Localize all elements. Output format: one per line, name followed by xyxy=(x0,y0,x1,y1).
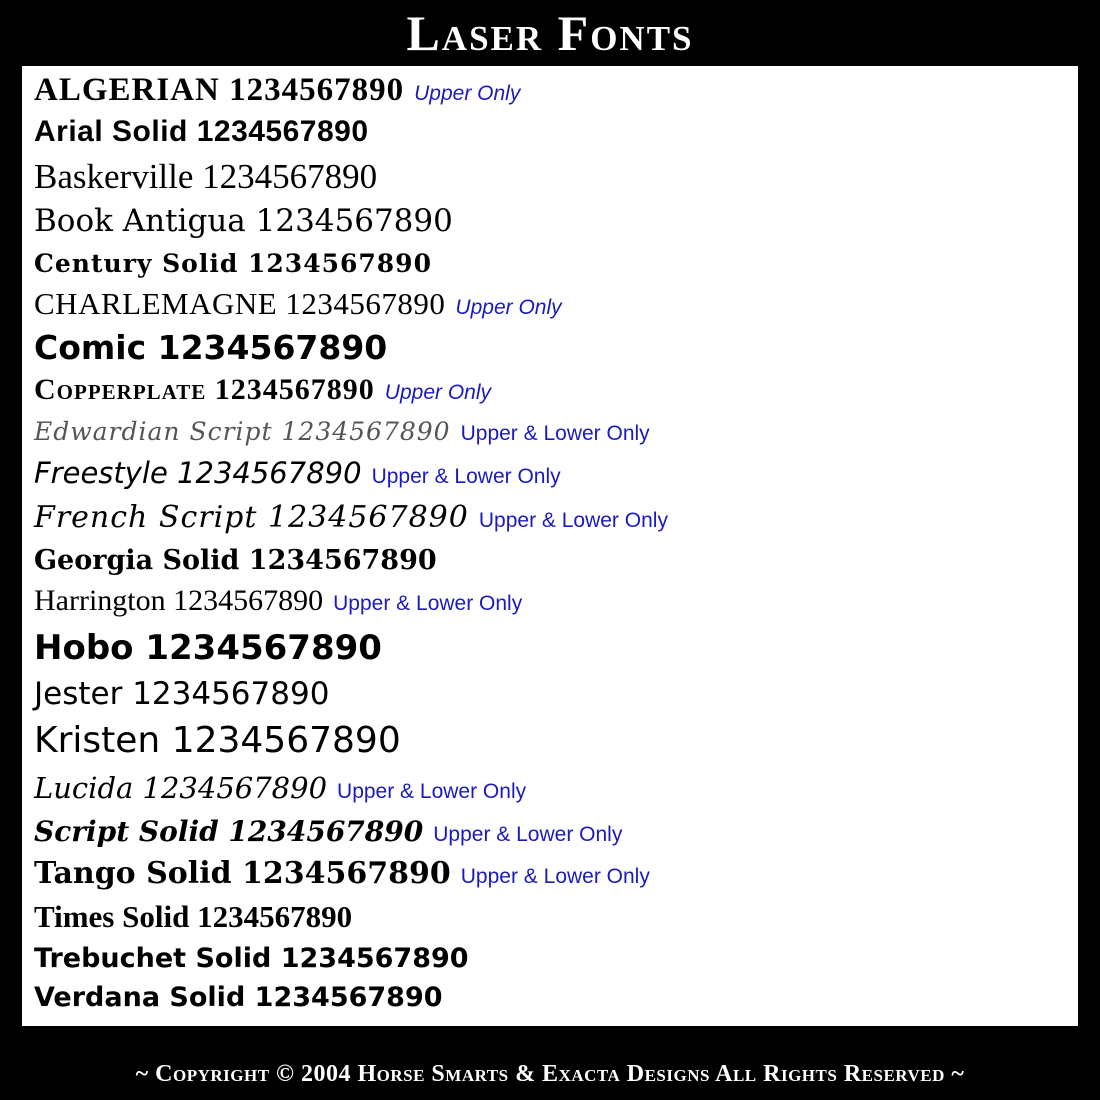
copyright-footer: ~ Copyright © 2004 Horse Smarts & Exacta Designs All Rights Reserved ~ xyxy=(135,1061,965,1087)
font-row xyxy=(22,72,1078,109)
font-sample: Verdana Solid 1234567890 xyxy=(34,982,443,1013)
font-note: Upper Only xyxy=(455,296,562,319)
font-row xyxy=(22,286,1078,322)
font-row xyxy=(22,584,1078,618)
font-sample: Jester 1234567890 xyxy=(34,676,330,712)
font-row xyxy=(22,856,1078,891)
font-sample: Kristen 1234567890 xyxy=(34,720,401,761)
font-row xyxy=(22,815,1078,848)
font-sample: Book Antigua 1234567890 xyxy=(34,203,453,239)
font-row xyxy=(22,373,1078,407)
font-note: Upper & Lower Only xyxy=(371,465,561,488)
font-row xyxy=(22,982,1078,1013)
font-sample: Comic 1234567890 xyxy=(34,328,388,367)
font-row xyxy=(22,328,1078,367)
font-sample: Harrington 1234567890 xyxy=(34,584,324,617)
font-sample: French Script 1234567890 xyxy=(34,500,469,535)
font-row xyxy=(22,203,1078,239)
font-row xyxy=(22,417,1078,446)
font-sample: Georgia Solid 1234567890 xyxy=(34,545,437,576)
font-sample: Baskerville 1234567890 xyxy=(34,157,378,196)
font-row xyxy=(22,943,1078,974)
font-sample: Century Solid 1234567890 xyxy=(34,249,432,278)
font-row xyxy=(22,157,1078,197)
font-note: Upper & Lower Only xyxy=(460,422,650,445)
font-row xyxy=(22,115,1078,149)
page-title: Laser Fonts xyxy=(406,5,694,61)
font-row xyxy=(22,456,1078,490)
font-row xyxy=(22,720,1078,761)
font-note: Upper & Lower Only xyxy=(337,780,527,803)
font-sample: Lucida 1234567890 xyxy=(34,771,328,805)
font-sample: CHARLEMAGNE 1234567890 xyxy=(34,286,446,321)
font-sample: Hobo 1234567890 xyxy=(34,628,382,668)
font-sample: Script Solid 1234567890 xyxy=(34,815,424,848)
font-row xyxy=(22,676,1078,712)
font-sample: Arial Solid 1234567890 xyxy=(34,115,369,148)
font-note: Upper & Lower Only xyxy=(333,592,523,615)
font-row xyxy=(22,500,1078,535)
font-row xyxy=(22,628,1078,668)
font-row xyxy=(22,249,1078,278)
font-list-sheet xyxy=(22,66,1078,1026)
font-sample: Edwardian Script 1234567890 xyxy=(34,417,451,446)
font-sample: Trebuchet Solid 1234567890 xyxy=(34,943,469,974)
font-sample: Times Solid 1234567890 xyxy=(34,899,353,934)
font-note: Upper Only xyxy=(384,381,492,404)
font-row xyxy=(22,899,1078,935)
font-note: Upper & Lower Only xyxy=(460,865,650,888)
font-note: Upper & Lower Only xyxy=(478,509,668,532)
font-note: Upper & Lower Only xyxy=(433,823,623,846)
font-row xyxy=(22,771,1078,805)
font-sample: Tango Solid 1234567890 xyxy=(34,856,451,891)
font-sample: Freestyle 1234567890 xyxy=(34,456,362,490)
font-sample: ALGERIAN 1234567890 xyxy=(34,72,405,108)
font-note: Upper Only xyxy=(414,82,521,105)
font-sample: Copperplate 1234567890 xyxy=(34,373,375,406)
font-row xyxy=(22,545,1078,576)
